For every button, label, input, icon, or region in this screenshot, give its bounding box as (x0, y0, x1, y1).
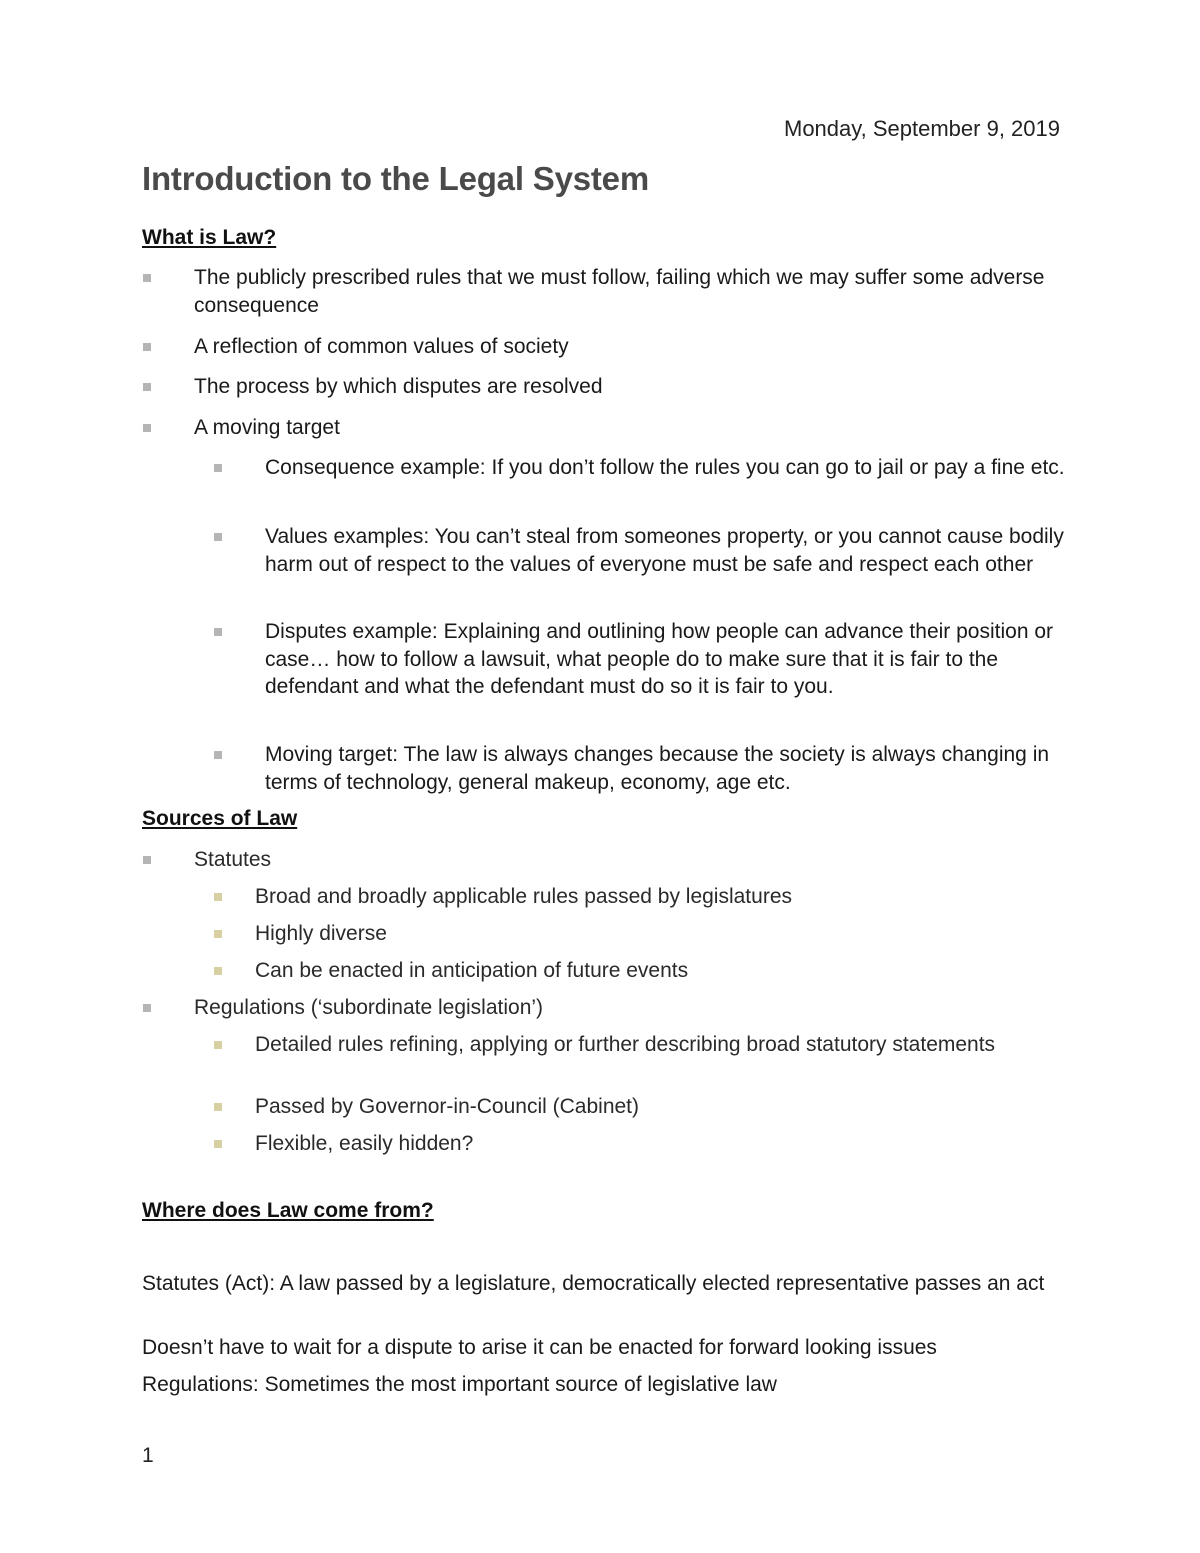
bullet-icon (214, 1041, 222, 1049)
bullet-icon (214, 533, 222, 541)
list-item: Statutes (194, 846, 1074, 874)
list-item: The process by which disputes are resolved (194, 373, 1074, 401)
bullet-icon (143, 274, 151, 282)
bullet-icon (143, 343, 151, 351)
sub-list-item: Broad and broadly applicable rules passed by legislatures (255, 883, 1075, 911)
sub-list-item: Moving target: The law is always changes because the society is always changing in terms of technology, general makeup, economy, age etc. (265, 741, 1075, 796)
paragraph: Regulations: Sometimes the most important source of legislative law (142, 1373, 777, 1396)
sub-list-item: Flexible, easily hidden? (255, 1130, 1075, 1158)
sub-list-item: Highly diverse (255, 920, 1075, 948)
sub-list-item: Consequence example: If you don’t follow the rules you can go to jail or pay a fine etc. (265, 454, 1075, 482)
bullet-icon (214, 464, 222, 472)
sub-list-item: Values examples: You can’t steal from someones property, or you cannot cause bodily harm out of respect to the values of everyone must be safe and respect each other (265, 523, 1075, 578)
paragraph: Statutes (Act): A law passed by a legislature, democratically elected representative passes an act (142, 1272, 1045, 1295)
bullet-icon (143, 424, 151, 432)
list-item: Regulations (‘subordinate legislation’) (194, 994, 1074, 1022)
document-title: Introduction to the Legal System (142, 160, 649, 197)
bullet-icon (214, 1140, 222, 1148)
sub-list-item: Can be enacted in anticipation of future events (255, 957, 1075, 985)
heading-sources-of-law: Sources of Law (142, 807, 298, 830)
list-item: The publicly prescribed rules that we must follow, failing which we may suffer some adverse consequence (194, 264, 1074, 319)
page-number: 1 (142, 1444, 154, 1467)
document-date: Monday, September 9, 2019 (784, 116, 1060, 141)
bullet-icon (214, 967, 222, 975)
bullet-icon (214, 1103, 222, 1111)
bullet-icon (214, 628, 222, 636)
heading-where-does-law-come-from: Where does Law come from? (142, 1199, 434, 1222)
sub-list-item: Detailed rules refining, applying or further describing broad statutory statements (255, 1031, 1075, 1059)
paragraph: Doesn’t have to wait for a dispute to arise it can be enacted for forward looking issues (142, 1336, 937, 1359)
bullet-icon (214, 893, 222, 901)
sub-list-item: Passed by Governor-in-Council (Cabinet) (255, 1093, 1075, 1121)
bullet-icon (143, 856, 151, 864)
sub-list-item: Disputes example: Explaining and outlining how people can advance their position or case… how to follow a lawsuit, what people do to make sure that it is fair to the defendant and what the defendant must do so it is fair to you. (265, 618, 1075, 701)
bullet-icon (214, 930, 222, 938)
bullet-icon (143, 383, 151, 391)
list-item: A reflection of common values of society (194, 333, 1074, 361)
list-item: A moving target (194, 414, 1074, 442)
bullet-icon (214, 751, 222, 759)
bullet-icon (143, 1004, 151, 1012)
heading-what-is-law: What is Law? (142, 226, 277, 249)
